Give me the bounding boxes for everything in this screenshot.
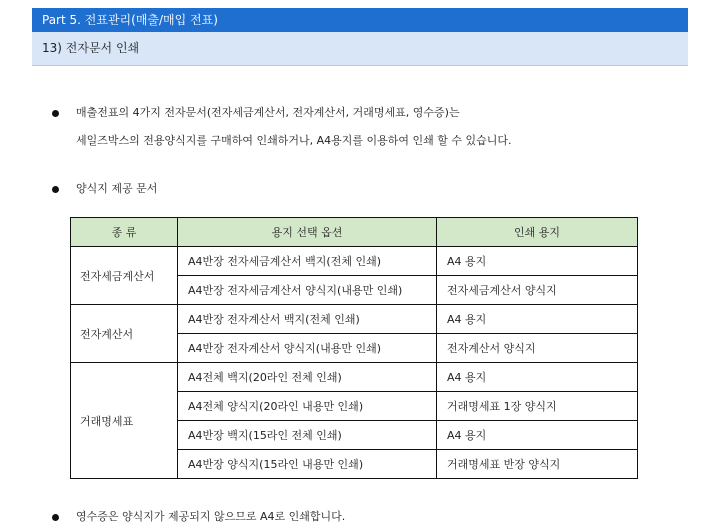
footer-note: 영수증은 양식지가 제공되지 않으므로 A4로 인쇄합니다. xyxy=(76,510,346,523)
type-cell: 전자계산서 xyxy=(71,305,178,363)
type-cell: 거래명세표 xyxy=(71,363,178,479)
paper-cell: A4 용지 xyxy=(437,421,638,450)
paper-cell: 거래명세표 1장 양식지 xyxy=(437,392,638,421)
option-cell: A4반장 전자계산서 양식지(내용만 인쇄) xyxy=(178,334,437,363)
option-cell: A4전체 백지(20라인 전체 인쇄) xyxy=(178,363,437,392)
intro-line-2: 세일즈박스의 전용양식지를 구매하여 인쇄하거나, A4용지를 이용하여 인쇄 할 수 있습니다. xyxy=(76,134,512,147)
option-cell: A4반장 전자세금계산서 양식지(내용만 인쇄) xyxy=(178,276,437,305)
option-cell: A4전체 양식지(20라인 내용만 인쇄) xyxy=(178,392,437,421)
option-cell: A4반장 전자계산서 백지(전체 인쇄) xyxy=(178,305,437,334)
column-header-paper: 인쇄 용지 xyxy=(437,218,638,247)
option-cell: A4반장 전자세금계산서 백지(전체 인쇄) xyxy=(178,247,437,276)
section-title-bar xyxy=(32,32,688,66)
paper-cell: 전자계산서 양식지 xyxy=(437,334,638,363)
bullet-dot xyxy=(52,514,59,521)
paper-cell: A4 용지 xyxy=(437,305,638,334)
section-title: 13) 전자문서 인쇄 xyxy=(42,41,140,55)
paper-cell: A4 용지 xyxy=(437,363,638,392)
bullet-dot xyxy=(52,186,59,193)
print-forms-table xyxy=(70,217,638,479)
type-cell: 전자세금계산서 xyxy=(71,247,178,305)
table-row xyxy=(71,363,638,392)
bullet-dot xyxy=(52,110,59,117)
paper-cell: A4 용지 xyxy=(437,247,638,276)
column-header-type: 종 류 xyxy=(71,218,178,247)
part-title-bar xyxy=(32,8,688,32)
table-row xyxy=(71,247,638,276)
column-header-option: 용지 선택 옵션 xyxy=(178,218,437,247)
table-row xyxy=(71,305,638,334)
part-title: Part 5. 전표관리(매출/매입 전표) xyxy=(42,13,218,27)
option-cell: A4반장 백지(15라인 전체 인쇄) xyxy=(178,421,437,450)
paper-cell: 거래명세표 반장 양식지 xyxy=(437,450,638,479)
forms-heading: 양식지 제공 문서 xyxy=(76,182,158,195)
table-header-row xyxy=(71,218,638,247)
option-cell: A4반장 양식지(15라인 내용만 인쇄) xyxy=(178,450,437,479)
intro-line-1: 매출전표의 4가지 전자문서(전자세금계산서, 전자계산서, 거래명세표, 영수증)는 xyxy=(76,106,460,119)
paper-cell: 전자세금계산서 양식지 xyxy=(437,276,638,305)
